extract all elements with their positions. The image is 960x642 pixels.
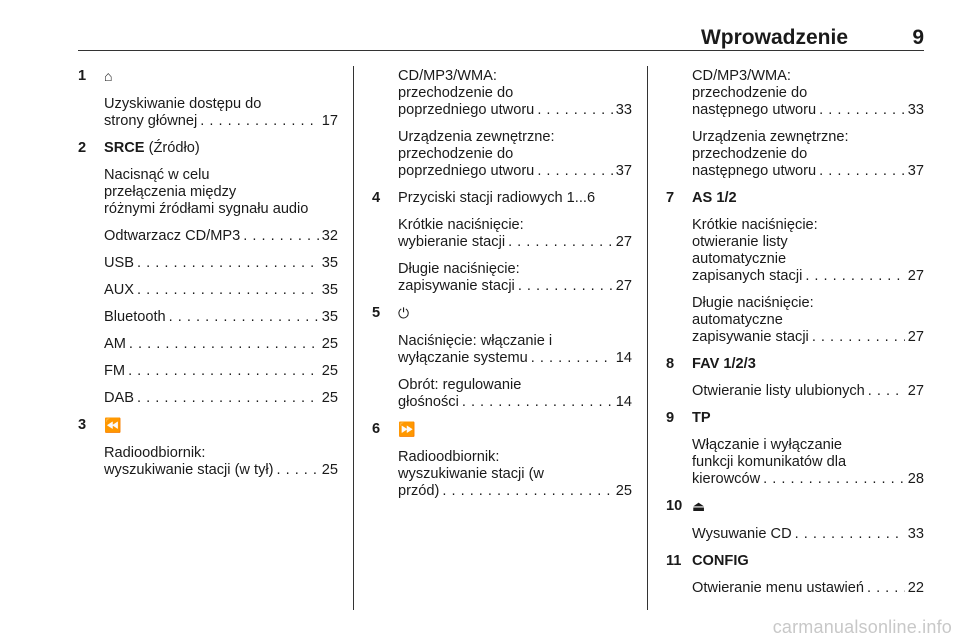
seek-forward-icon: ⏩ bbox=[398, 421, 416, 437]
item-4 bbox=[372, 190, 632, 295]
item-number: 5 bbox=[372, 305, 381, 321]
index-entry: głośności . . . 14 bbox=[398, 394, 632, 411]
index-entry: wyłączanie systemu . . . 14 bbox=[398, 350, 632, 367]
item-text: Włączanie i wyłączanie bbox=[692, 437, 843, 453]
button-label: SRCE bbox=[104, 140, 145, 156]
item-text: Obrót: regulowanie bbox=[398, 377, 522, 393]
index-entry: FM . . . 25 bbox=[104, 363, 338, 380]
index-entry: następnego utworu . . . 37 bbox=[692, 163, 924, 180]
item-text: Długie naciśnięcie: bbox=[692, 295, 814, 311]
header-rule bbox=[78, 50, 924, 51]
item-text: Radioodbiornik: bbox=[104, 445, 206, 461]
index-entry: zapisanych stacji . . . 27 bbox=[692, 268, 924, 285]
item-text: przechodzenie do bbox=[692, 146, 808, 162]
item-number: 11 bbox=[666, 553, 682, 569]
item-text: automatyczne bbox=[692, 312, 783, 328]
item-number: 9 bbox=[666, 410, 675, 426]
index-entry: wybieranie stacji . . . 27 bbox=[398, 234, 632, 251]
index-entry: wyszukiwanie stacji (w tył) . . . 25 bbox=[104, 462, 338, 479]
index-entry: zapisywanie stacji . . . 27 bbox=[398, 278, 632, 295]
column-divider-2 bbox=[647, 66, 648, 610]
item-number: 2 bbox=[78, 140, 87, 156]
item-7 bbox=[666, 190, 924, 346]
item-text: Naciśnięcie: włączanie i bbox=[398, 333, 553, 349]
item-text: Urządzenia zewnętrzne: bbox=[398, 129, 555, 145]
item-title: Przyciski stacji radiowych 1...6 bbox=[398, 190, 596, 206]
item-11 bbox=[666, 553, 924, 597]
item-text: przełączenia między bbox=[104, 184, 237, 200]
external-next-block bbox=[666, 129, 924, 180]
item-text: przechodzenie do bbox=[398, 85, 514, 101]
item-text: Urządzenia zewnętrzne: bbox=[692, 129, 849, 145]
item-number: 6 bbox=[372, 421, 381, 437]
external-previous-block bbox=[372, 129, 632, 180]
cd-next-block bbox=[666, 68, 924, 119]
item-text: Krótkie naciśnięcie: bbox=[692, 217, 818, 233]
item-text: wyszukiwanie stacji (w bbox=[398, 466, 544, 482]
item-number: 3 bbox=[78, 417, 87, 433]
power-icon: ⏻ bbox=[398, 305, 410, 321]
index-entry: kierowców . . . 28 bbox=[692, 471, 924, 488]
item-text: otwieranie listy bbox=[692, 234, 788, 250]
page-title: Wprowadzenie bbox=[700, 26, 848, 49]
index-entry: AM . . . 25 bbox=[104, 336, 338, 353]
item-number: 4 bbox=[372, 190, 381, 206]
index-entry: strony głównej . . . 17 bbox=[104, 113, 338, 130]
index-entry: Wysuwanie CD . . . 33 bbox=[692, 526, 924, 543]
item-3 bbox=[78, 417, 338, 479]
seek-back-icon: ⏪ bbox=[104, 417, 122, 433]
item-text: Nacisnąć w celu bbox=[104, 167, 210, 183]
column-2 bbox=[372, 68, 632, 500]
index-entry: poprzedniego utworu . . . 33 bbox=[398, 102, 632, 119]
page-number: 9 bbox=[912, 26, 924, 49]
column-3 bbox=[666, 68, 924, 597]
item-10 bbox=[666, 498, 924, 543]
item-number: 7 bbox=[666, 190, 675, 206]
item-text: Długie naciśnięcie: bbox=[398, 261, 520, 277]
index-entry: poprzedniego utworu . . . 37 bbox=[398, 163, 632, 180]
item-1 bbox=[78, 68, 338, 130]
column-divider-1 bbox=[353, 66, 354, 610]
index-entry: Otwieranie menu ustawień . . . 22 bbox=[692, 580, 924, 597]
item-text: Radioodbiornik: bbox=[398, 449, 500, 465]
index-entry: Odtwarzacz CD/MP3 . . . 32 bbox=[104, 228, 338, 245]
item-text: przechodzenie do bbox=[398, 146, 514, 162]
button-label-suffix: (Źródło) bbox=[144, 140, 200, 156]
item-number: 8 bbox=[666, 356, 675, 372]
button-label: CONFIG bbox=[692, 553, 749, 569]
home-icon: ⌂ bbox=[104, 68, 113, 84]
index-entry: USB . . . 35 bbox=[104, 255, 338, 272]
item-text: CD/MP3/WMA: bbox=[398, 68, 497, 84]
item-text: przechodzenie do bbox=[692, 85, 808, 101]
item-text: Uzyskiwanie dostępu do bbox=[104, 96, 262, 112]
button-label: FAV 1/2/3 bbox=[692, 356, 756, 372]
item-text: automatycznie bbox=[692, 251, 787, 267]
item-text: CD/MP3/WMA: bbox=[692, 68, 791, 84]
button-label: TP bbox=[692, 410, 711, 426]
index-entry: przód) . . . 25 bbox=[398, 483, 632, 500]
item-6 bbox=[372, 421, 632, 500]
item-text: Krótkie naciśnięcie: bbox=[398, 217, 524, 233]
page-header bbox=[78, 26, 924, 49]
column-1 bbox=[78, 68, 338, 479]
index-entry: Bluetooth . . . 35 bbox=[104, 309, 338, 326]
cd-previous-block bbox=[372, 68, 632, 119]
item-text: różnymi źródłami sygnału audio bbox=[104, 201, 309, 217]
item-2 bbox=[78, 140, 338, 407]
button-label: AS 1/2 bbox=[692, 190, 737, 206]
index-entry: zapisywanie stacji . . . 27 bbox=[692, 329, 924, 346]
watermark: carmanualsonline.info bbox=[772, 617, 952, 637]
item-9 bbox=[666, 410, 924, 488]
item-number: 10 bbox=[666, 498, 683, 514]
item-number: 1 bbox=[78, 68, 87, 84]
item-8 bbox=[666, 356, 924, 400]
item-text: funkcji komunikatów dla bbox=[692, 454, 847, 470]
eject-icon: ⏏ bbox=[692, 498, 706, 514]
index-entry: Otwieranie listy ulubionych . . . 27 bbox=[692, 383, 924, 400]
item-5 bbox=[372, 305, 632, 411]
index-entry: następnego utworu . . . 33 bbox=[692, 102, 924, 119]
index-entry: DAB . . . 25 bbox=[104, 390, 338, 407]
index-entry: AUX . . . 35 bbox=[104, 282, 338, 299]
